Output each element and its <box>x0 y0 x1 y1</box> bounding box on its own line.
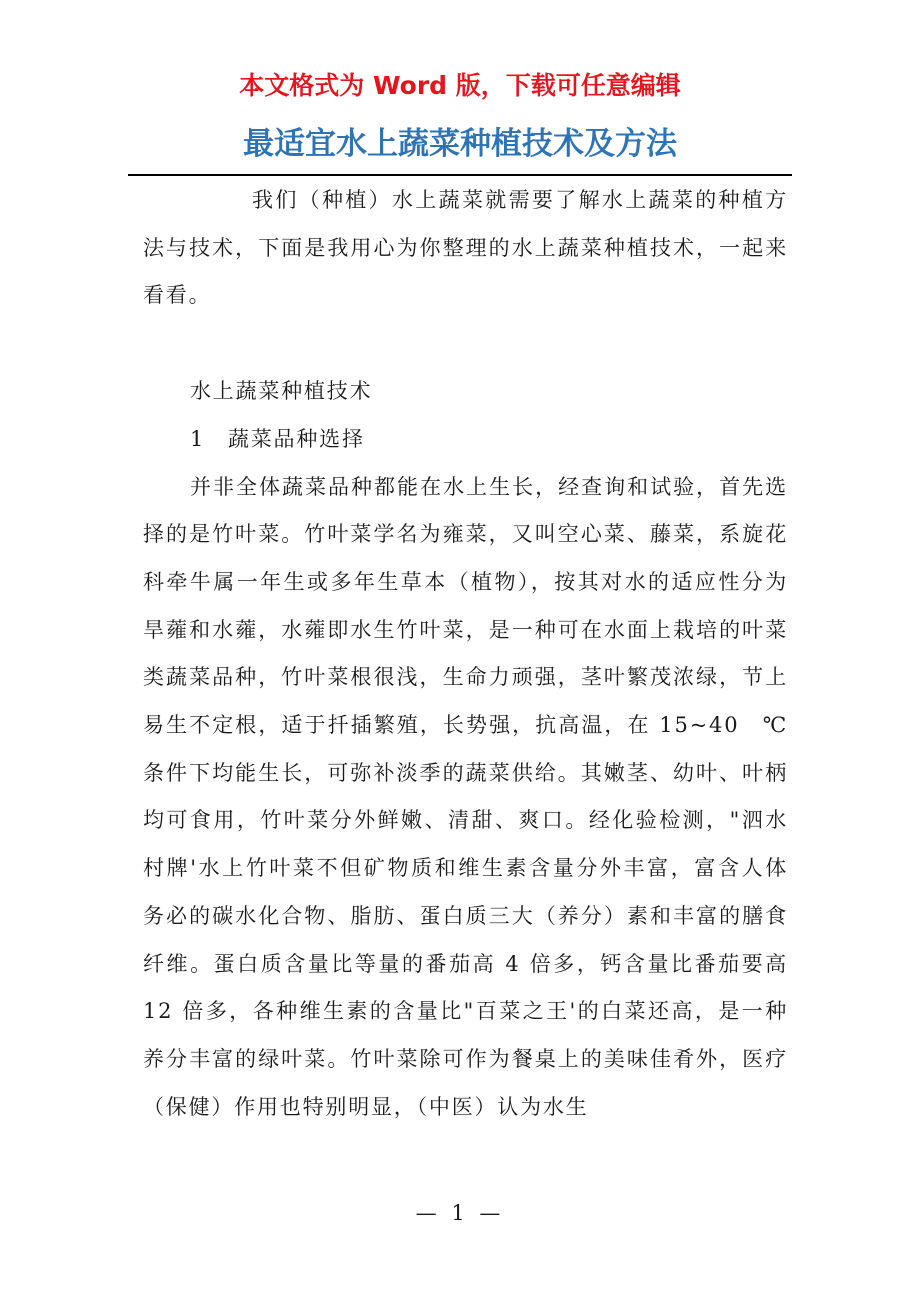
document-body <box>143 177 788 1131</box>
paragraph-spacer <box>143 320 788 368</box>
subsection-heading: 1 蔬菜品种选择 <box>190 426 365 451</box>
intro-paragraph: 我们（种植）水上蔬菜就需要了解水上蔬菜的种植方法与技术，下面是我用心为你整理的水上蔬菜种植技术，一起来看看。 <box>143 188 788 308</box>
body-paragraph: 并非全体蔬菜品种都能在水上生长，经查询和试验，首先选择的是竹叶菜。竹叶菜学名为雍菜，又叫空心菜、藤菜，系旋花科牵牛属一年生或多年生草本（植物），按其对水的适应性分为旱蕹和水蕹，水蕹即水生竹叶菜，是一种可在水面上栽培的叶菜类蔬菜品种，竹叶菜根很浅，生命力顽强，茎叶繁茂浓绿，节上易生不定根，适于扦插繁殖，长势强，抗高温，在 15~40 ℃条件下均能生长，可弥补淡季的蔬菜供给。其嫩茎、幼叶、叶柄均可食用，竹叶菜分外鲜嫩、清甜、爽口。经化验检测，"泗水村牌'水上竹叶菜不但矿物质和维生素含量分外丰富，富含人体务必的碳水化合物、脂肪、蛋白质三大（养分）素和丰富的膳食纤维。蛋白质含量比等量的番茄高 4 倍多，钙含量比番茄要高 12 倍多，各种维生素的含量比"百菜之王'的白菜还高，是一种养分丰富的绿叶菜。竹叶菜除可作为餐桌上的美味佳肴外，医疗（保健）作用也特别明显，（中医）认为水生 <box>143 474 788 1119</box>
document-title: 最适宜水上蔬菜种植技术及方法 <box>243 126 677 162</box>
section-heading: 水上蔬菜种植技术 <box>190 379 373 404</box>
title-divider <box>128 174 792 176</box>
format-notice: 本文格式为 Word 版，下载可任意编辑 <box>239 71 681 100</box>
page-number: — 1 — <box>415 1201 505 1225</box>
